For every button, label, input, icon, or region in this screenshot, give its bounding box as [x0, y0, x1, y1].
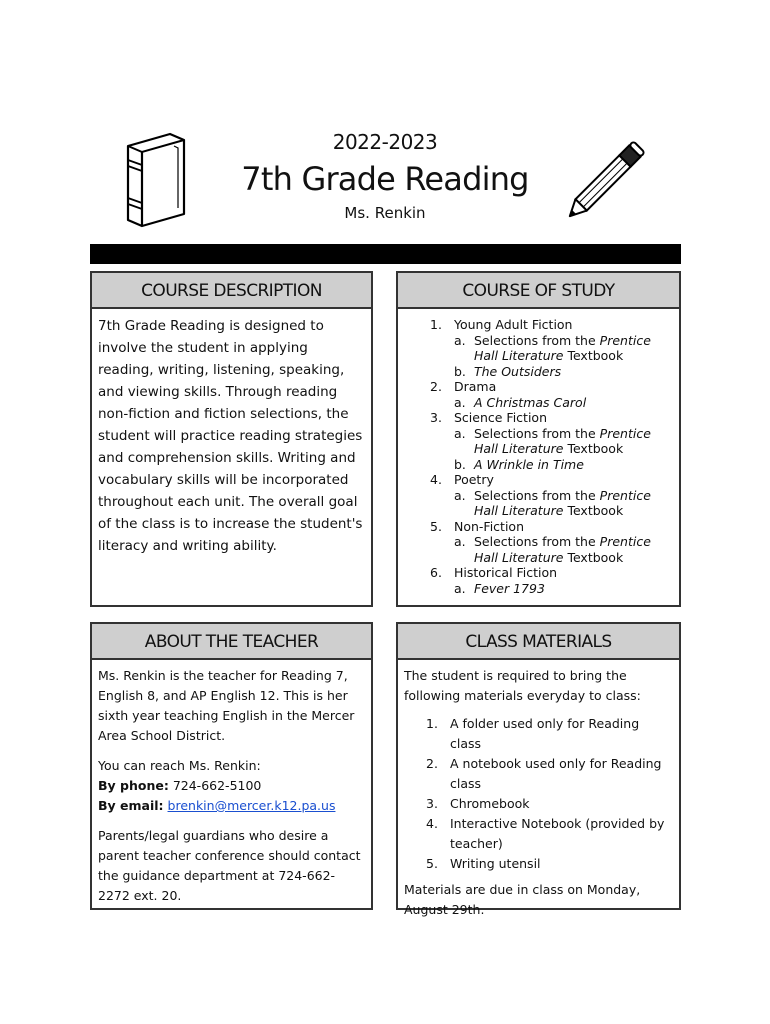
- study-item-number: 3.: [430, 410, 442, 425]
- sub-item-text: Selections from the: [474, 425, 600, 441]
- materials-item-number: 2.: [426, 756, 438, 771]
- materials-item-number: 5.: [426, 856, 438, 871]
- materials-list-item: [404, 794, 673, 814]
- sub-item-letter: a.: [454, 332, 466, 348]
- pencil-icon: [558, 128, 658, 232]
- about-teacher-panel: [90, 622, 373, 910]
- sub-item-title: Fever 1793: [474, 580, 545, 596]
- study-sub-item: [428, 457, 673, 473]
- sub-item-letter: a.: [454, 425, 466, 441]
- study-item-label: Drama: [454, 379, 497, 394]
- email-link[interactable]: brenkin@mercer.k12.pa.us: [167, 798, 336, 813]
- study-sub-item: [428, 333, 673, 364]
- materials-item-text: A notebook used only for Reading class: [450, 756, 662, 791]
- course-description-panel: [90, 271, 373, 607]
- sub-item-letter: a.: [454, 487, 466, 503]
- study-list-item: [404, 410, 673, 472]
- study-item-number: 4.: [430, 472, 442, 487]
- materials-item-text: Writing utensil: [450, 856, 541, 871]
- course-description-heading: COURSE DESCRIPTION: [92, 273, 371, 309]
- study-sub-item: [428, 581, 673, 597]
- materials-item-text: Interactive Notebook (provided by teacher): [450, 816, 665, 851]
- course-of-study-list: [404, 313, 673, 596]
- study-item-number: 1.: [430, 317, 442, 332]
- email-label: By email:: [98, 798, 164, 813]
- study-item-label: Non-Fiction: [454, 518, 525, 534]
- sub-item-letter: b.: [454, 456, 466, 472]
- materials-list-item: [404, 754, 673, 794]
- study-sub-list: [454, 333, 673, 380]
- course-of-study-heading: COURSE OF STUDY: [398, 273, 679, 309]
- sub-item-letter: a.: [454, 394, 466, 410]
- study-list-item: [404, 565, 673, 596]
- teacher-bio: Ms. Renkin is the teacher for Reading 7, English 8, and AP English 12. This is her sixth year teaching English in the Mercer Area School District.: [98, 668, 355, 743]
- page-title: 7th Grade Reading: [241, 160, 529, 198]
- study-item-label: Poetry: [454, 472, 494, 487]
- sub-item-suffix: Textbook: [563, 549, 624, 565]
- study-sub-list: [454, 581, 673, 597]
- study-item-label: Science Fiction: [454, 410, 547, 425]
- sub-item-suffix: Textbook: [563, 441, 624, 456]
- sub-item-text: Selections from the: [474, 332, 600, 348]
- study-sub-item: [428, 426, 673, 457]
- study-sub-item: [428, 488, 673, 519]
- sub-item-suffix: Textbook: [563, 503, 624, 518]
- study-sub-item: [428, 534, 673, 565]
- materials-item-number: 1.: [426, 716, 438, 731]
- materials-list-item: [404, 714, 673, 754]
- sub-item-text: Selections from the: [474, 534, 600, 549]
- sub-item-letter: a.: [454, 580, 466, 596]
- materials-list: [404, 714, 673, 874]
- study-sub-item: [428, 395, 673, 411]
- phone-line: [98, 776, 365, 796]
- study-sub-list: [454, 426, 673, 473]
- materials-due-note: Materials are due in class on Monday, August 29th.: [404, 882, 641, 917]
- email-line: [98, 796, 365, 816]
- study-sub-list: [454, 534, 673, 565]
- materials-item-number: 3.: [426, 796, 438, 811]
- sub-item-title: Prentice Hall Literature: [474, 534, 651, 565]
- sub-item-title: Prentice Hall Literature: [474, 487, 651, 518]
- teacher-name: Ms. Renkin: [344, 204, 426, 222]
- course-of-study-panel: [396, 271, 681, 607]
- sub-item-title: Prentice Hall Literature: [474, 332, 651, 363]
- class-materials-heading: CLASS MATERIALS: [398, 624, 679, 660]
- sub-item-title: A Wrinkle in Time: [474, 456, 584, 472]
- study-list-item: [404, 519, 673, 566]
- study-sub-list: [454, 488, 673, 519]
- contact-intro: You can reach Ms. Renkin:: [98, 758, 261, 773]
- study-item-label: Young Adult Fiction: [454, 317, 573, 332]
- study-sub-list: [454, 395, 673, 411]
- sub-item-letter: b.: [454, 363, 466, 379]
- class-materials-panel: [396, 622, 681, 917]
- materials-item-text: A folder used only for Reading class: [450, 716, 640, 751]
- phone-number: 724-662-5100: [172, 778, 262, 793]
- materials-item-text: Chromebook: [450, 796, 530, 811]
- study-item-number: 2.: [430, 379, 442, 394]
- study-item-number: 6.: [430, 565, 442, 580]
- study-sub-item: [428, 364, 673, 380]
- book-icon: [118, 128, 190, 232]
- study-list-item: [404, 379, 673, 410]
- sub-item-title: The Outsiders: [474, 363, 562, 379]
- divider-bar: [90, 244, 681, 264]
- materials-list-item: [404, 854, 673, 874]
- sub-item-text: Selections from the: [474, 487, 600, 503]
- phone-label: By phone:: [98, 778, 169, 793]
- sub-item-title: Prentice Hall Literature: [474, 425, 651, 456]
- materials-item-number: 4.: [426, 816, 438, 831]
- study-item-label: Historical Fiction: [454, 565, 558, 580]
- course-description-text: 7th Grade Reading is designed to involve the student in applying reading, writing, listening, speaking, and viewing skills. Through reading non-fiction and fiction selections, the student will practice reading strategies and comprehension skills. Writing and vocabulary skills will be incorporated throughout each unit. The overall goal of the class is to increase the student's literacy and writing ability.: [98, 318, 363, 554]
- about-teacher-heading: ABOUT THE TEACHER: [92, 624, 371, 660]
- sub-item-letter: a.: [454, 534, 466, 549]
- sub-item-title: A Christmas Carol: [474, 394, 587, 410]
- sub-item-suffix: Textbook: [563, 348, 624, 363]
- study-list-item: [404, 317, 673, 379]
- conference-note: Parents/legal guardians who desire a parent teacher conference should contact the guidance department at 724-662-2272 ext. 20.: [98, 828, 361, 903]
- materials-intro: The student is required to bring the following materials everyday to class:: [404, 668, 641, 703]
- study-list-item: [404, 472, 673, 519]
- study-item-number: 5.: [430, 518, 442, 534]
- school-year: 2022-2023: [332, 130, 438, 154]
- materials-list-item: [404, 814, 673, 854]
